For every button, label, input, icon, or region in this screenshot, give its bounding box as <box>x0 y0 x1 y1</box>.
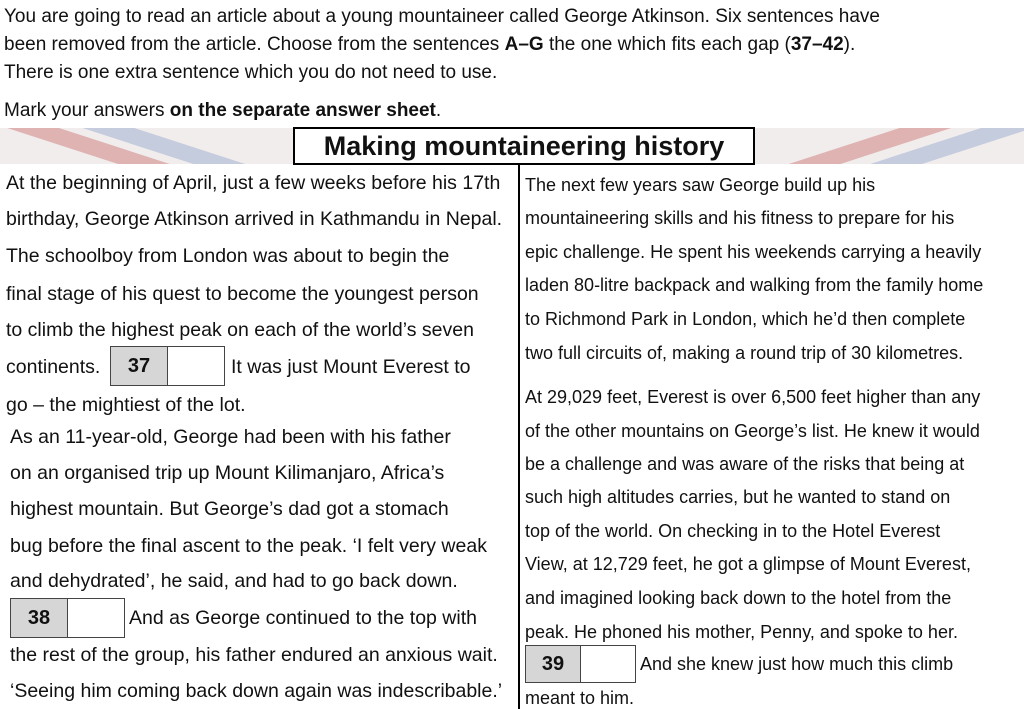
text-line: the rest of the group, his father endured an anxious wait. <box>10 644 498 666</box>
text-line: At 29,029 feet, Everest is over 6,500 feet higher than any <box>525 387 981 407</box>
text-line: final stage of his quest to become the youngest person <box>6 283 479 305</box>
text-line: View, at 12,729 feet, he got a glimpse of Mount Everest, <box>525 554 971 574</box>
text-line: top of the world. On checking in to the Hotel Everest <box>525 521 941 541</box>
text-line: The next few years saw George build up his <box>525 175 876 195</box>
text-line: peak. He phoned his mother, Penny, and spoke to her. <box>525 622 958 642</box>
answer-sheet-instruction: Mark your answers on the separate answer sheet. <box>4 100 442 121</box>
text-line: And as George continued to the top with <box>129 607 477 629</box>
gap-38-box[interactable] <box>10 598 125 638</box>
text-line: be a challenge and was aware of the risks that being at <box>525 454 965 474</box>
gap-37-answer[interactable] <box>168 347 224 385</box>
gap-39-box[interactable] <box>525 645 636 683</box>
instruction-line-2: been removed from the article. Choose from the sentences A–G the one which fits each gap (37–42). <box>4 34 856 55</box>
text-line: and imagined looking back down to the hotel from the <box>525 588 952 608</box>
text-line: The schoolboy from London was about to begin the <box>6 245 450 267</box>
text-line: of the other mountains on George’s list. He knew it would <box>525 421 980 441</box>
column-divider <box>518 163 520 709</box>
gap-39-number: 39 <box>526 646 581 682</box>
instruction-line-3: There is one extra sentence which you do not need to use. <box>4 62 498 83</box>
gap-39-answer[interactable] <box>581 646 635 682</box>
text-line: ‘Seeing him coming back down again was indescribable.’ <box>10 680 503 702</box>
text-line: birthday, George Atkinson arrived in Kathmandu in Nepal. <box>6 208 503 230</box>
text-line: highest mountain. But George’s dad got a stomach <box>10 498 449 520</box>
text-line: meant to him. <box>525 688 635 708</box>
text-line: and dehydrated’, he said, and had to go back down. <box>10 570 458 592</box>
text-line: laden 80-litre backpack and walking from the family home <box>525 275 984 295</box>
text-line: And she knew just how much this climb <box>640 654 954 674</box>
text-line: bug before the final ascent to the peak. ‘I felt very weak <box>10 535 487 557</box>
gap-38-answer[interactable] <box>68 599 124 637</box>
text-line: such high altitudes carries, but he wanted to stand on <box>525 487 951 507</box>
text-line: continents. <box>6 356 101 378</box>
text-line: two full circuits of, making a round trip of 30 kilometres. <box>525 343 964 363</box>
text-line: to Richmond Park in London, which he’d then complete <box>525 309 966 329</box>
instruction-line-1: You are going to read an article about a young mountaineer called George Atkinson. Six sentences have <box>4 6 880 27</box>
text-line: on an organised trip up Mount Kilimanjaro, Africa’s <box>10 462 445 484</box>
text-line: epic challenge. He spent his weekends carrying a heavily <box>525 242 982 262</box>
gap-38-number: 38 <box>11 599 68 637</box>
text-line: go – the mightiest of the lot. <box>6 394 246 416</box>
article-title: Making mountaineering history <box>293 127 755 165</box>
text-line: mountaineering skills and his fitness to prepare for his <box>525 208 955 228</box>
gap-37-number: 37 <box>111 347 168 385</box>
text-line: At the beginning of April, just a few weeks before his 17th <box>6 172 501 194</box>
gap-37-box[interactable] <box>110 346 225 386</box>
text-line: It was just Mount Everest to <box>231 356 471 378</box>
text-line: As an 11-year-old, George had been with his father <box>10 426 451 448</box>
text-line: to climb the highest peak on each of the world’s seven <box>6 319 474 341</box>
